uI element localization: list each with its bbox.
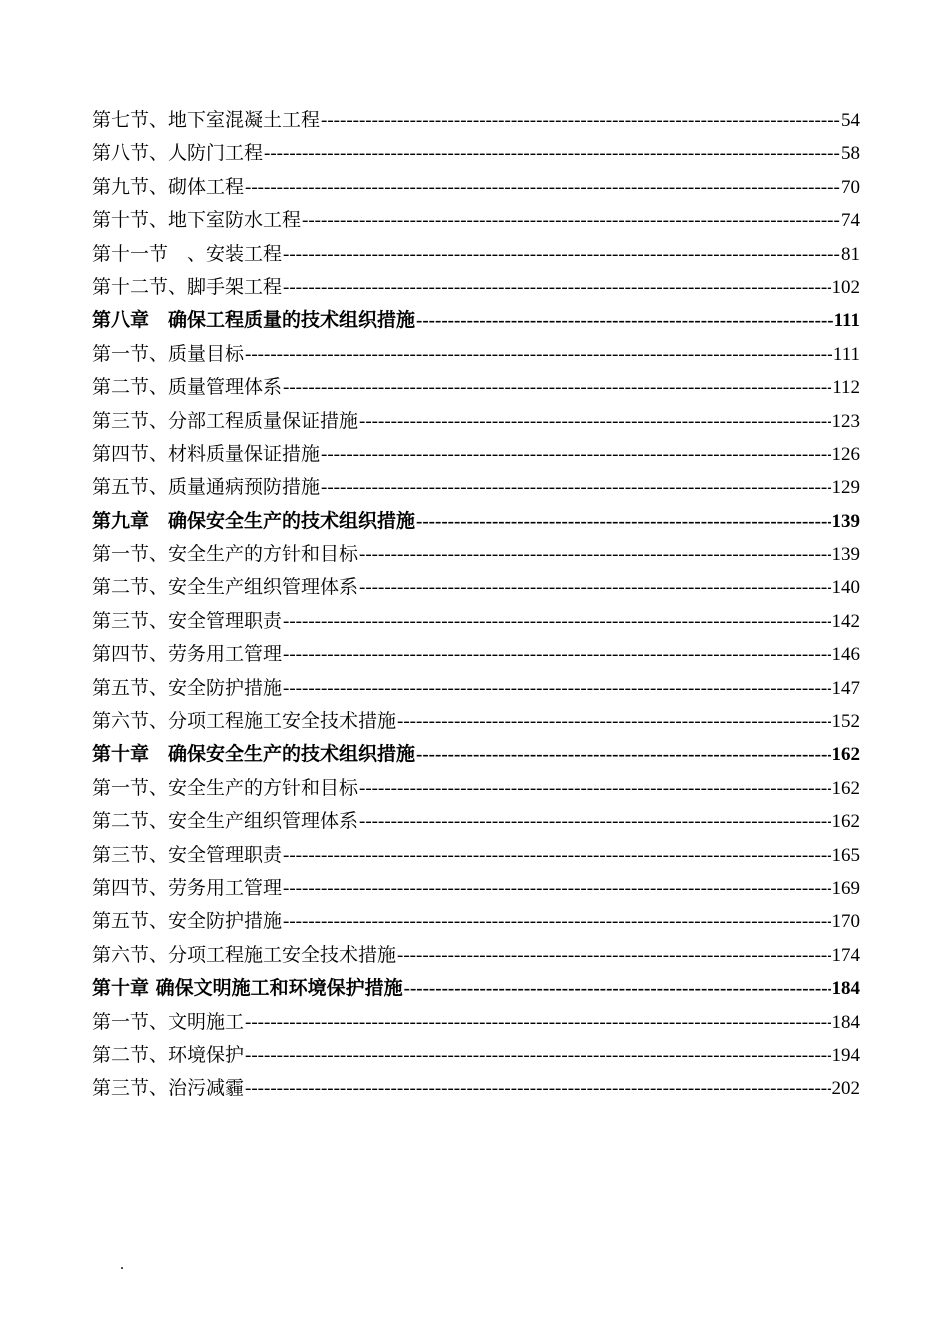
toc-entry-page-number: 162	[831, 777, 860, 799]
toc-entry-title: 第十章 确保文明施工和环境保护措施	[92, 977, 403, 1000]
toc-entry-title: 第十一节 、安装工程	[92, 242, 283, 265]
toc-entry-page-number: 194	[831, 1044, 860, 1066]
toc-section-row[interactable]	[92, 1039, 860, 1072]
toc-dot-leader	[359, 772, 830, 805]
toc-section-row[interactable]	[92, 104, 860, 137]
toc-entry-page-number: 111	[833, 310, 860, 332]
toc-chapter-row[interactable]	[92, 505, 860, 538]
toc-dot-leader	[283, 605, 830, 638]
toc-dot-leader	[245, 171, 840, 204]
toc-dot-leader	[283, 839, 830, 872]
toc-entry-title: 第六节、分项工程施工安全技术措施	[92, 943, 397, 966]
toc-entry-title: 第十二节、脚手架工程	[92, 275, 283, 298]
toc-entry-page-number: 102	[831, 276, 860, 298]
toc-section-row[interactable]	[92, 204, 860, 237]
toc-entry-page-number: 70	[841, 176, 860, 198]
toc-section-row[interactable]	[92, 1072, 860, 1105]
toc-dot-leader	[283, 271, 830, 304]
toc-section-row[interactable]	[92, 571, 860, 604]
toc-dot-leader	[359, 405, 830, 438]
toc-entry-title: 第一节、文明施工	[92, 1010, 245, 1033]
toc-dot-leader	[321, 438, 830, 471]
toc-entry-title: 第八节、人防门工程	[92, 142, 264, 165]
toc-dot-leader	[397, 705, 830, 738]
toc-entry-page-number: 112	[832, 377, 860, 399]
toc-dot-leader	[321, 471, 830, 504]
toc-dot-leader	[283, 872, 830, 905]
toc-entry-page-number: 139	[831, 510, 860, 532]
toc-dot-leader	[245, 338, 832, 371]
toc-entry-title: 第二节、安全生产组织管理体系	[92, 810, 359, 833]
toc-chapter-row[interactable]	[92, 972, 860, 1005]
toc-entry-page-number: 123	[831, 410, 860, 432]
toc-section-row[interactable]	[92, 605, 860, 638]
toc-dot-leader	[245, 1072, 830, 1105]
toc-dot-leader	[359, 538, 830, 571]
toc-section-row[interactable]	[92, 772, 860, 805]
toc-entry-title: 第二节、质量管理体系	[92, 376, 283, 399]
toc-entry-title: 第一节、质量目标	[92, 342, 245, 365]
toc-entry-title: 第十节、地下室防水工程	[92, 209, 302, 232]
toc-section-row[interactable]	[92, 939, 860, 972]
toc-dot-leader	[321, 104, 840, 137]
toc-entry-title: 第九章 确保安全生产的技术组织措施	[92, 509, 416, 532]
toc-dot-leader	[245, 1039, 830, 1072]
toc-section-row[interactable]	[92, 371, 860, 404]
toc-dot-leader	[397, 939, 830, 972]
toc-dot-leader	[416, 304, 833, 337]
toc-section-row[interactable]	[92, 805, 860, 838]
toc-chapter-row[interactable]	[92, 738, 860, 771]
toc-entry-page-number: 169	[831, 877, 860, 899]
toc-entry-title: 第八章 确保工程质量的技术组织措施	[92, 309, 416, 332]
toc-entry-page-number: 126	[831, 443, 860, 465]
toc-section-row[interactable]	[92, 538, 860, 571]
toc-entry-page-number: 142	[831, 610, 860, 632]
toc-entry-title: 第一节、安全生产的方针和目标	[92, 543, 359, 566]
toc-section-row[interactable]	[92, 171, 860, 204]
toc-dot-leader	[359, 571, 830, 604]
toc-entry-title: 第十章 确保安全生产的技术组织措施	[92, 743, 416, 766]
table-of-contents	[92, 104, 860, 1106]
toc-entry-page-number: 139	[831, 544, 860, 566]
toc-entry-page-number: 170	[831, 911, 860, 933]
toc-entry-title: 第五节、安全防护措施	[92, 910, 283, 933]
toc-dot-leader	[283, 638, 830, 671]
toc-entry-title: 第五节、质量通病预防措施	[92, 476, 321, 499]
toc-entry-page-number: 147	[831, 677, 860, 699]
toc-entry-page-number: 152	[831, 711, 860, 733]
toc-section-row[interactable]	[92, 705, 860, 738]
toc-entry-title: 第四节、劳务用工管理	[92, 876, 283, 899]
toc-section-row[interactable]	[92, 672, 860, 705]
toc-entry-page-number: 162	[831, 744, 860, 766]
toc-entry-page-number: 58	[841, 143, 860, 165]
toc-entry-page-number: 202	[831, 1078, 860, 1100]
toc-entry-title: 第五节、安全防护措施	[92, 676, 283, 699]
toc-entry-title: 第三节、安全管理职责	[92, 843, 283, 866]
toc-entry-page-number: 74	[841, 210, 860, 232]
toc-entry-page-number: 184	[831, 1011, 860, 1033]
toc-entry-title: 第三节、分部工程质量保证措施	[92, 409, 359, 432]
toc-entry-page-number: 81	[841, 243, 860, 265]
toc-entry-title: 第九节、砌体工程	[92, 175, 245, 198]
toc-entry-page-number: 165	[831, 844, 860, 866]
toc-entry-page-number: 140	[831, 577, 860, 599]
toc-chapter-row[interactable]	[92, 304, 860, 337]
toc-section-row[interactable]	[92, 839, 860, 872]
toc-entry-page-number: 54	[841, 110, 860, 131]
toc-entry-title: 第六节、分项工程施工安全技术措施	[92, 710, 397, 733]
toc-entry-title: 第三节、安全管理职责	[92, 609, 283, 632]
toc-section-row[interactable]	[92, 271, 860, 304]
toc-dot-leader	[283, 238, 840, 271]
toc-entry-title: 第三节、治污减霾	[92, 1077, 245, 1100]
toc-entry-title: 第四节、材料质量保证措施	[92, 442, 321, 465]
toc-section-row[interactable]	[92, 438, 860, 471]
toc-entry-page-number: 129	[831, 477, 860, 499]
toc-entry-page-number: 174	[831, 944, 860, 966]
toc-entry-title: 第二节、安全生产组织管理体系	[92, 576, 359, 599]
toc-entry-title: 第七节、地下室混凝土工程	[92, 109, 321, 131]
toc-section-row[interactable]	[92, 872, 860, 905]
toc-section-row[interactable]	[92, 1006, 860, 1039]
toc-dot-leader	[283, 905, 830, 938]
toc-dot-leader	[416, 738, 830, 771]
toc-section-row[interactable]	[92, 905, 860, 938]
toc-dot-leader	[416, 505, 830, 538]
footer-mark: .	[120, 1256, 124, 1273]
toc-section-row[interactable]	[92, 338, 860, 371]
toc-entry-page-number: 111	[832, 343, 860, 365]
toc-entry-title: 第二节、环境保护	[92, 1043, 245, 1066]
toc-dot-leader	[302, 204, 840, 237]
toc-dot-leader	[404, 972, 831, 1005]
toc-section-row[interactable]	[92, 638, 860, 671]
toc-dot-leader	[264, 137, 840, 170]
toc-dot-leader	[283, 672, 830, 705]
toc-dot-leader	[245, 1006, 830, 1039]
toc-section-row[interactable]	[92, 471, 860, 504]
toc-entry-page-number: 146	[831, 644, 860, 666]
toc-entry-page-number: 184	[831, 978, 860, 1000]
toc-entry-title: 第四节、劳务用工管理	[92, 643, 283, 666]
toc-section-row[interactable]	[92, 137, 860, 170]
toc-section-row[interactable]	[92, 238, 860, 271]
toc-dot-leader	[359, 805, 830, 838]
toc-dot-leader	[283, 371, 831, 404]
toc-entry-title: 第一节、安全生产的方针和目标	[92, 776, 359, 799]
toc-entry-page-number: 162	[831, 811, 860, 833]
toc-section-row[interactable]	[92, 405, 860, 438]
